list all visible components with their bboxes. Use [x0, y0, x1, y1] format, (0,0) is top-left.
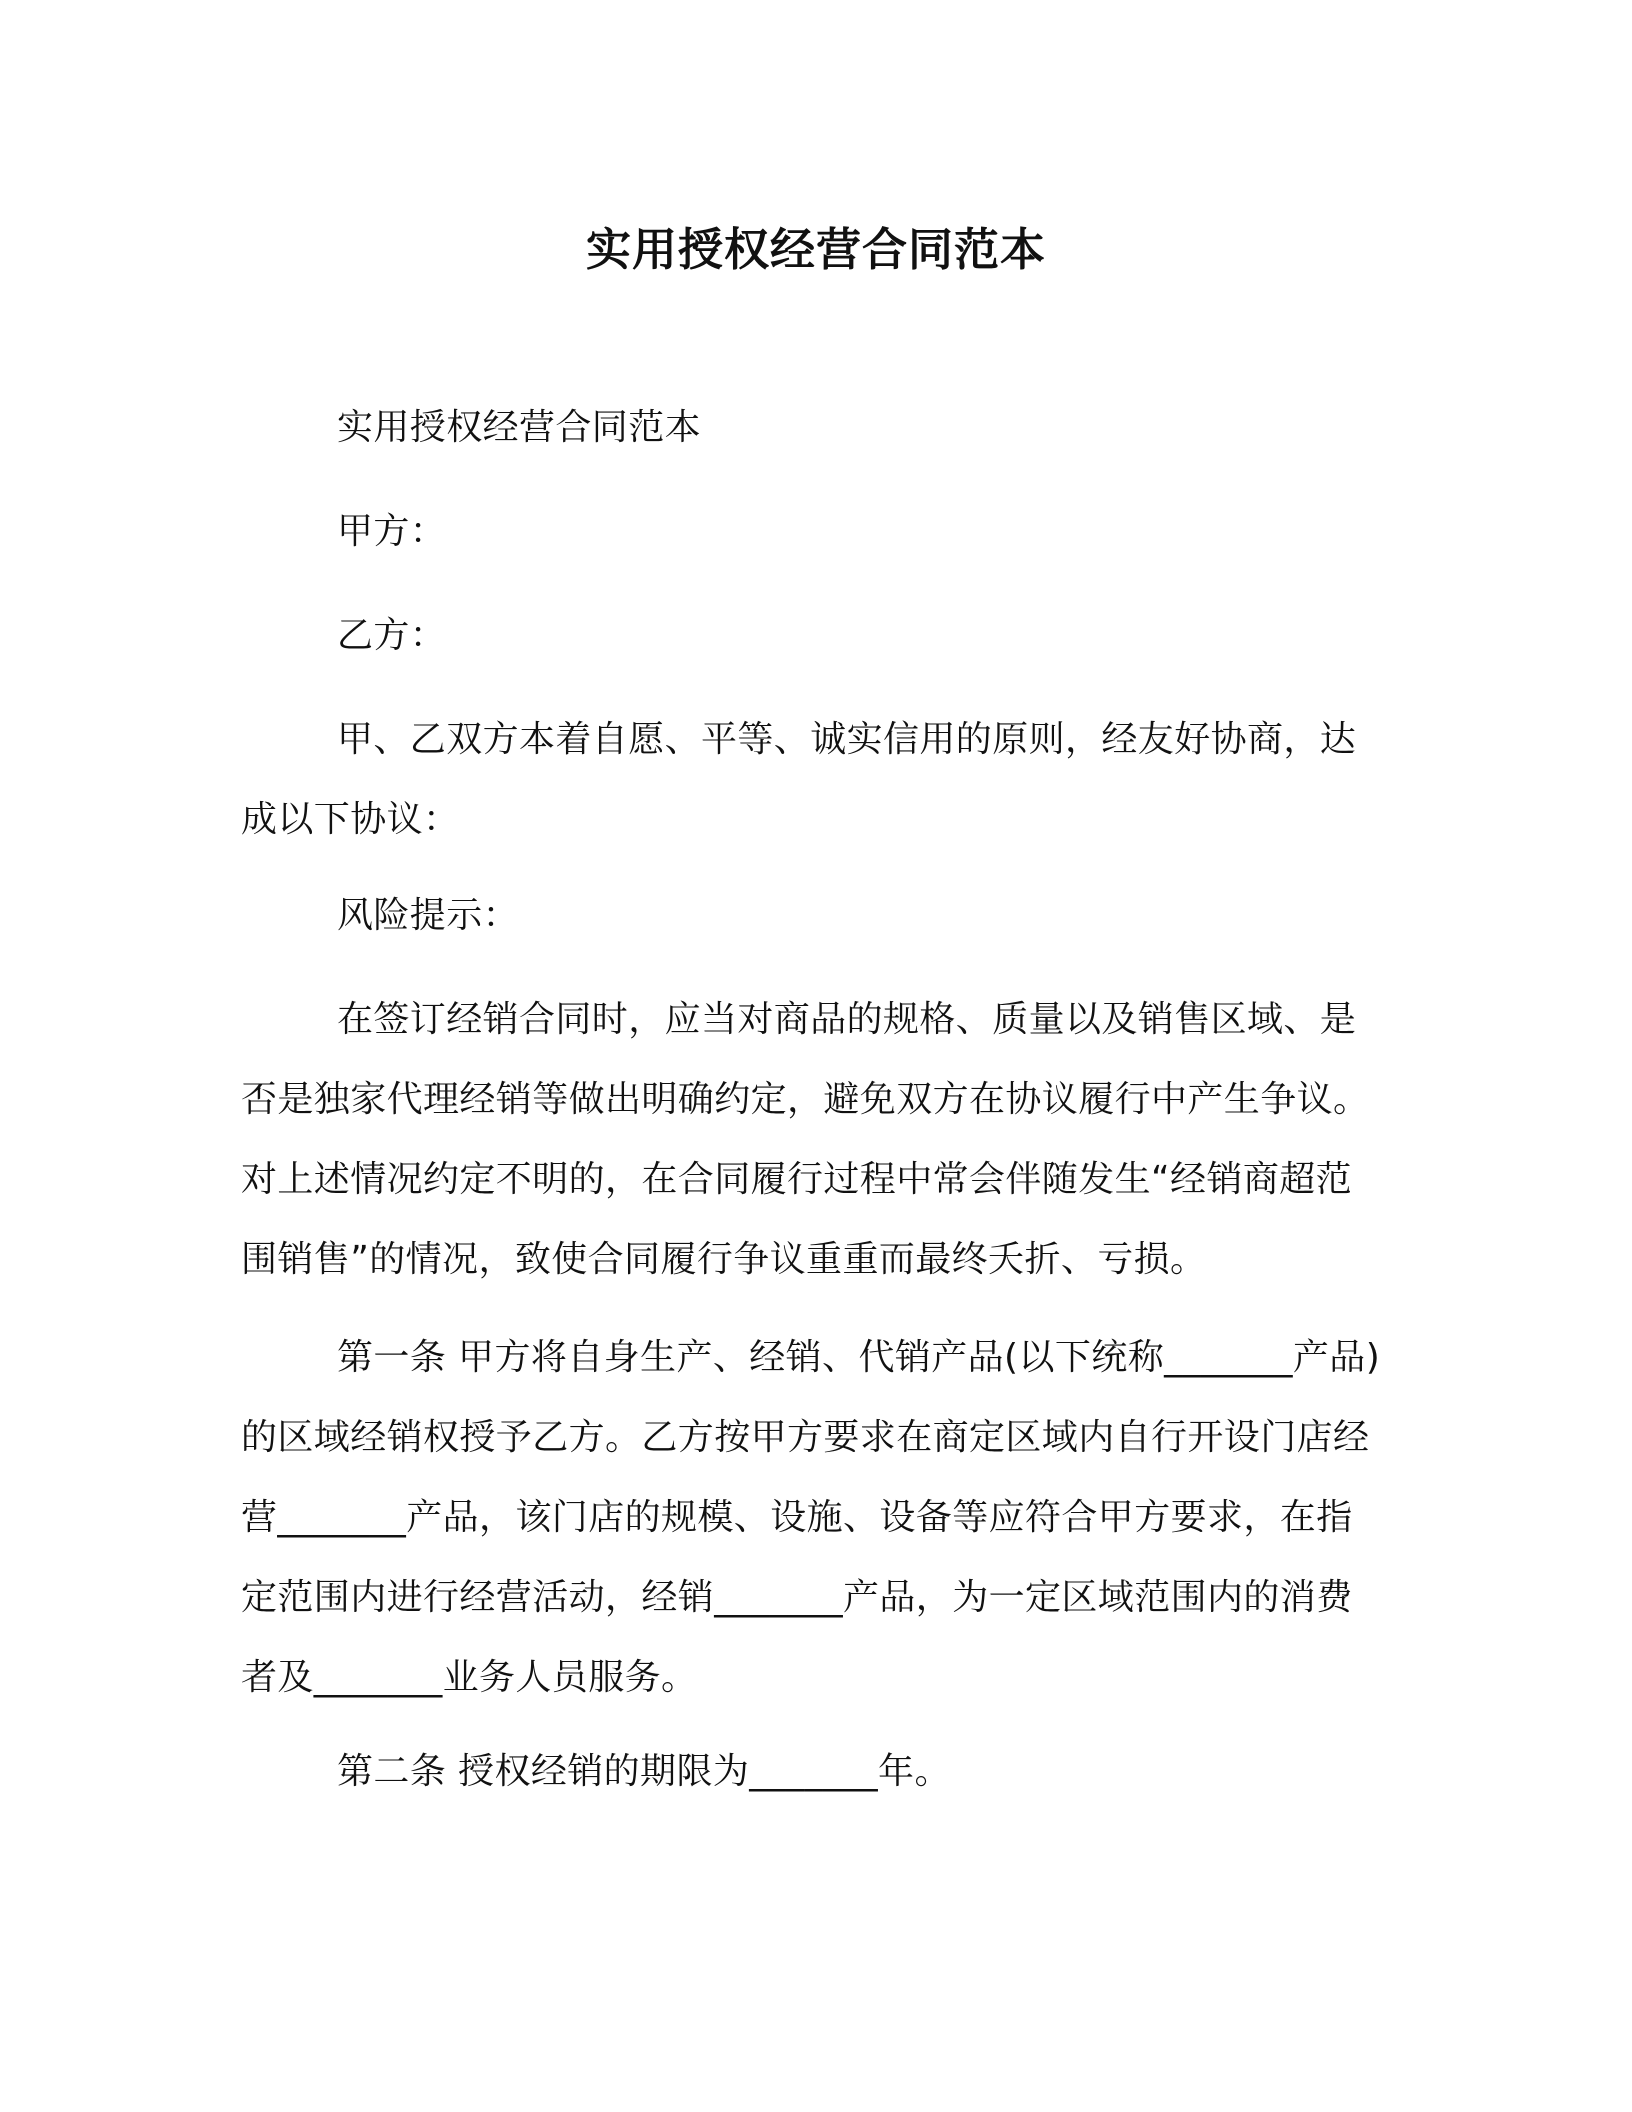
risk-notice-heading: 风险提示：: [337, 895, 520, 936]
party-a-label: 甲方：: [337, 511, 447, 552]
risk-notice-paragraph: 在签订经销合同时，应当对商品的规格、质量以及销售区域、是否是独家代理经销等做出明确约定，避免双方在协议履行中产生争议。对上述情况约定不明的，在合同履行过程中常会伴随发生“经销商超范围销售”的情况，致使合同履行争议重重而最终夭折、亏损。: [241, 999, 1370, 1280]
intro-paragraph: 甲、乙双方本着自愿、平等、诚实信用的原则，经友好协商，达成以下协议：: [241, 719, 1357, 840]
party-b-label: 乙方：: [337, 615, 447, 656]
article-1-paragraph: 第一条 甲方将自身生产、经销、代销产品(以下统称_______产品)的区域经销权授予乙方。乙方按甲方要求在商定区域内自行开设门店经营_______产品，该门店的规模、设施、设备等应符合甲方要求，在指定范围内进行经营活动，经销_______产品，为一定区域范围内的消费者及_______业务人员服务。: [241, 1337, 1381, 1698]
article-2-paragraph: 第二条 授权经销的期限为_______年。: [337, 1751, 951, 1792]
document-subtitle: 实用授权经营合同范本: [337, 407, 702, 448]
document-title: 实用授权经营合同范本: [585, 223, 1046, 276]
